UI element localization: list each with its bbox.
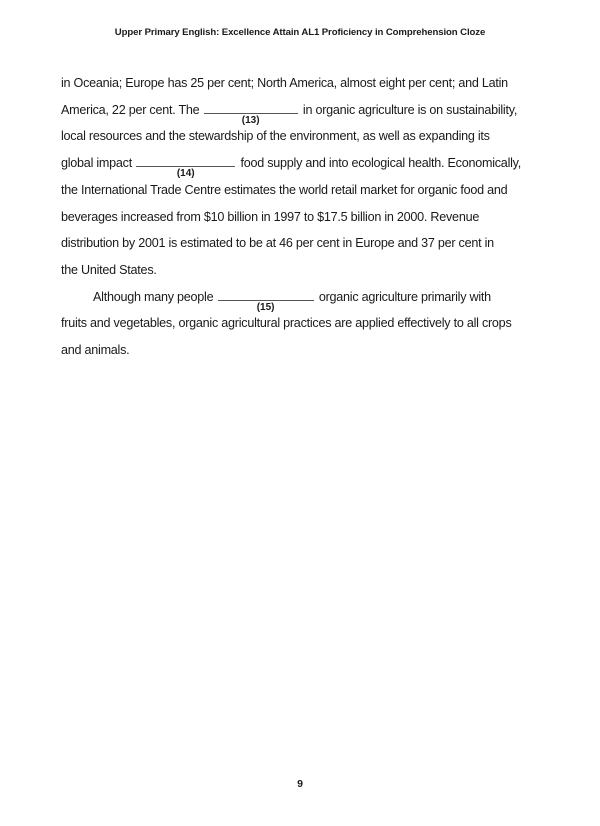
cloze-blank-13[interactable] [204, 103, 298, 126]
cloze-passage [61, 70, 551, 364]
passage-line [61, 150, 551, 180]
passage-text: food supply and into ecological health. Economically, [240, 156, 522, 171]
passage-line: distribution by 2001 is estimated to be at 46 per cent in Europe and 37 per cent in [61, 236, 494, 251]
passage-text: in organic agriculture is on sustainability, [302, 102, 518, 117]
cloze-blank-15[interactable] [218, 290, 314, 313]
passage-text: global impact [61, 156, 132, 171]
passage-text: Although many people [93, 289, 214, 304]
passage-line [61, 97, 551, 124]
page-number: 9 [297, 778, 303, 790]
passage-line: beverages increased from $10 billion in 1997 to $17.5 billion in 2000. Revenue [61, 209, 480, 224]
blank-number-14: (14) [176, 168, 195, 180]
page-header-title: Upper Primary English: Excellence Attain AL1 Proficiency in Comprehension Cloze [114, 27, 486, 38]
passage-text: organic agriculture primarily with [318, 289, 491, 304]
passage-line: in Oceania; Europe has 25 per cent; North America, almost eight per cent; and Latin [61, 76, 508, 90]
passage-line: and animals. [61, 343, 130, 358]
passage-line: the International Trade Centre estimates the world retail market for organic food and [61, 182, 508, 197]
passage-text: America, 22 per cent. The [61, 102, 200, 117]
blank-number-15: (15) [256, 301, 275, 313]
passage-line [61, 284, 551, 311]
blank-number-13: (13) [241, 114, 260, 126]
passage-line: local resources and the stewardship of the environment, as well as expanding its [61, 129, 490, 144]
passage-line: the United States. [61, 262, 157, 277]
cloze-blank-14[interactable] [136, 156, 235, 180]
passage-line: fruits and vegetables, organic agricultural practices are applied effectively to all crops [61, 316, 512, 331]
